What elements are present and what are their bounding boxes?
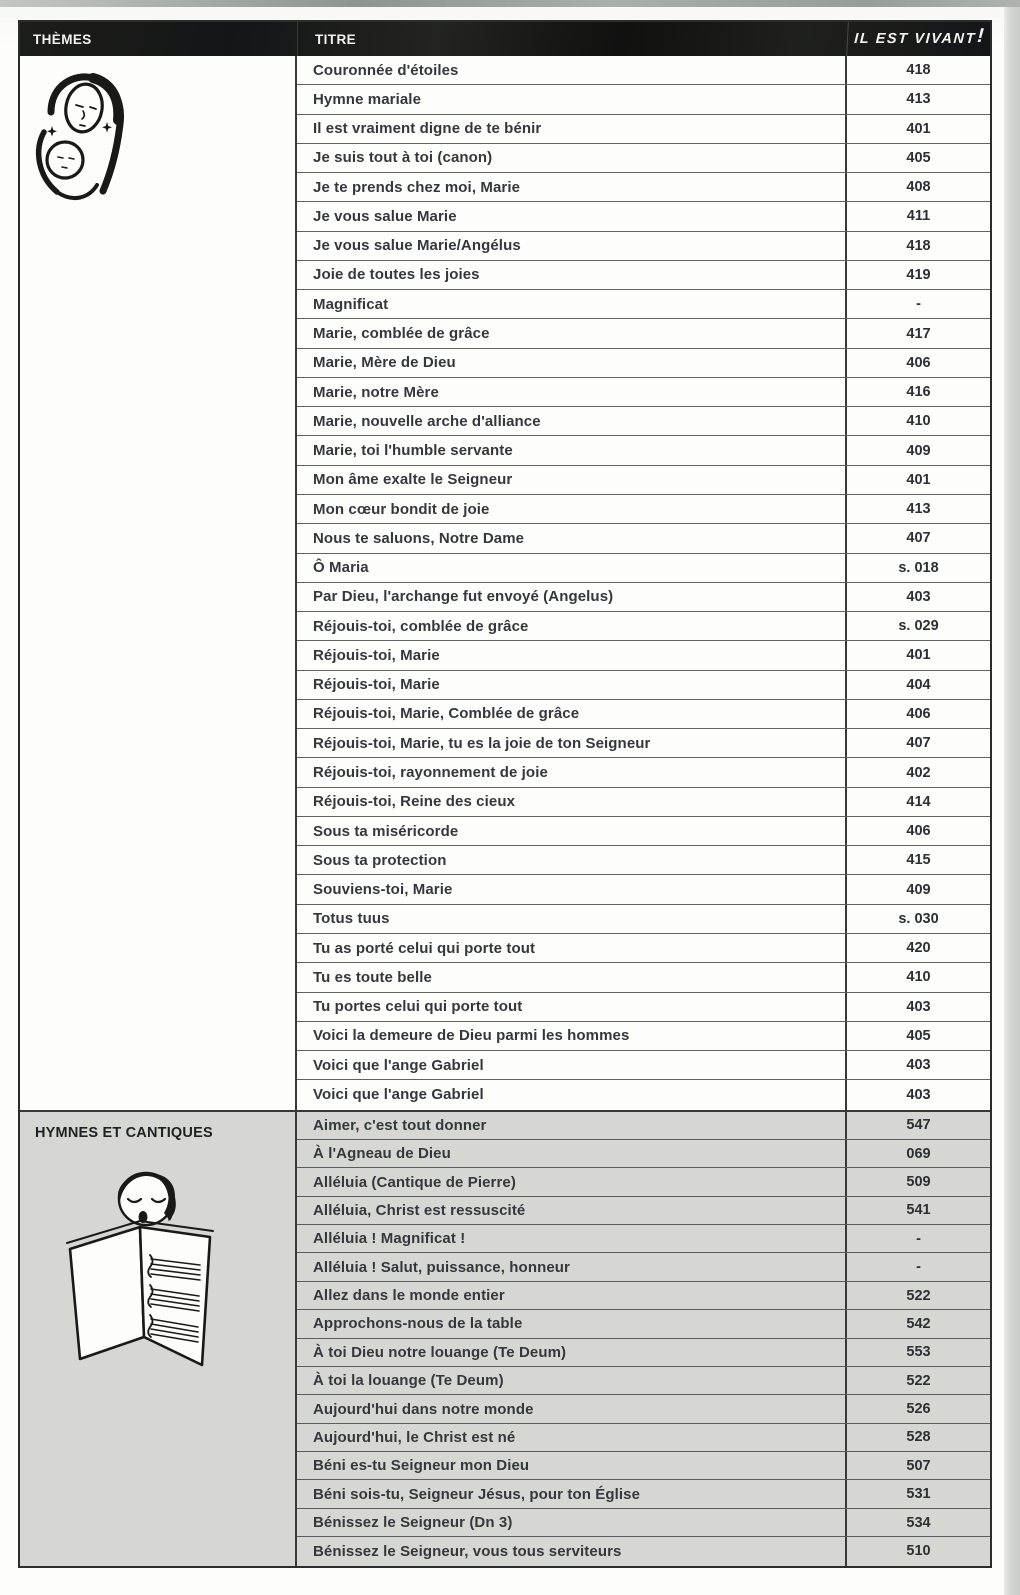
hymn-title: Voici la demeure de Dieu parmi les hommes (297, 1022, 847, 1050)
hymn-row (297, 1225, 990, 1253)
hymn-index-table (18, 20, 992, 1568)
hymn-number: 069 (906, 1145, 931, 1162)
hymn-number: 531 (906, 1486, 931, 1503)
hymn-row (297, 407, 990, 436)
hymn-rows-hymnes (297, 1112, 990, 1566)
hymn-number: 553 (906, 1344, 931, 1361)
hymn-title: Aujourd'hui dans notre monde (297, 1395, 847, 1422)
hymn-row (297, 963, 990, 992)
hymn-number: 547 (906, 1117, 931, 1134)
hymn-title: Voici que l'ange Gabriel (297, 1080, 847, 1109)
madonna-and-child-illustration (32, 70, 132, 202)
hymn-title: Tu as porté celui qui porte tout (297, 934, 847, 962)
hymn-row (297, 466, 990, 495)
hymn-number: 401 (906, 471, 931, 488)
hymn-title: Marie, toi l'humble servante (297, 436, 847, 464)
hymn-row (297, 1367, 990, 1395)
il-est-vivant-logo (846, 22, 991, 56)
hymn-number: - (916, 1259, 921, 1276)
hymn-number: 510 (906, 1543, 931, 1560)
hymn-row (297, 173, 990, 202)
section-label: HYMNES ET CANTIQUES (35, 1124, 213, 1141)
hymn-title: Marie, Mère de Dieu (297, 349, 847, 377)
hymn-number: 526 (906, 1401, 931, 1417)
hymn-number: 405 (906, 149, 931, 166)
hymn-row (297, 905, 990, 934)
hymn-row (297, 554, 990, 583)
hymn-title: Réjouis-toi, Marie, Comblée de grâce (297, 700, 847, 728)
hymn-number: s. 030 (898, 910, 939, 927)
hymn-title: Sous ta protection (297, 846, 847, 874)
hymn-title: Béni sois-tu, Seigneur Jésus, pour ton Église (297, 1480, 847, 1507)
hymn-title: Il est vraiment digne de te bénir (297, 115, 847, 143)
hymn-row (297, 1282, 990, 1310)
hymn-row (297, 671, 990, 700)
themes-cell-hymnes (20, 1112, 297, 1566)
hymn-number: - (916, 296, 921, 313)
hymn-row (297, 436, 990, 465)
hymn-row (297, 261, 990, 290)
hymn-row (297, 1480, 990, 1508)
hymn-title: Allez dans le monde entier (297, 1282, 847, 1309)
hymn-number: 420 (906, 940, 931, 957)
hymn-row (297, 1537, 990, 1565)
hymn-number: s. 029 (898, 618, 939, 635)
hymn-number: 416 (906, 384, 931, 401)
hymn-number: 509 (906, 1174, 931, 1190)
hymn-number: 414 (906, 793, 931, 810)
hymn-title: Alléluia (Cantique de Pierre) (297, 1168, 847, 1195)
hymn-number: 418 (906, 62, 931, 79)
hymn-title: Marie, notre Mère (297, 378, 847, 406)
hymn-row (297, 115, 990, 144)
hymn-number: 401 (906, 120, 931, 137)
hymn-row (297, 875, 990, 904)
singer-with-songbook-illustration (54, 1155, 229, 1370)
hymn-title: Bénissez le Seigneur (Dn 3) (297, 1509, 847, 1536)
hymn-row (297, 612, 990, 641)
hymn-title: Bénissez le Seigneur, vous tous serviteurs (297, 1537, 847, 1565)
hymn-number: 413 (906, 501, 931, 518)
hymn-title: À l'Agneau de Dieu (297, 1140, 847, 1167)
hymn-row (297, 495, 990, 524)
hymn-title: Tu portes celui qui porte tout (297, 993, 847, 1021)
hymn-number: 534 (906, 1514, 931, 1531)
hymn-row (297, 144, 990, 173)
hymn-number: 407 (906, 735, 931, 752)
hymn-row (297, 788, 990, 817)
hymn-number: 409 (906, 442, 931, 459)
hymn-title: Réjouis-toi, rayonnement de joie (297, 758, 847, 786)
themes-cell-marie (20, 56, 297, 1110)
hymn-row (297, 934, 990, 963)
hymn-title: À toi Dieu notre louange (Te Deum) (297, 1339, 847, 1366)
table-header-row (20, 22, 990, 56)
hymn-title: Totus tuus (297, 905, 847, 933)
hymn-row (297, 202, 990, 231)
hymn-row (297, 1339, 990, 1367)
hymn-number: 404 (906, 676, 931, 693)
hymn-number: 409 (906, 881, 931, 898)
section-hymnes-et-cantiques (20, 1110, 990, 1566)
hymn-title: Alléluia ! Salut, puissance, honneur (297, 1253, 847, 1280)
hymn-number: 406 (906, 823, 931, 840)
hymn-number: 406 (906, 705, 931, 722)
hymn-number: 407 (906, 530, 931, 547)
hymn-row (297, 85, 990, 114)
logo-text: IL EST VIVANT (853, 31, 977, 47)
hymn-title: Réjouis-toi, Marie (297, 671, 847, 699)
hymn-title: Aujourd'hui, le Christ est né (297, 1424, 847, 1451)
hymn-title: Couronnée d'étoiles (297, 56, 847, 84)
hymn-rows-marie (297, 56, 990, 1110)
hymn-row (297, 758, 990, 787)
hymn-number: 410 (906, 413, 931, 430)
hymn-row (297, 1253, 990, 1281)
hymn-title: Béni es-tu Seigneur mon Dieu (297, 1452, 847, 1479)
hymn-title: Approchons-nous de la table (297, 1310, 847, 1337)
hymn-title: Réjouis-toi, comblée de grâce (297, 612, 847, 640)
hymn-row (297, 846, 990, 875)
hymn-row (297, 1022, 990, 1051)
hymn-number: 403 (906, 998, 931, 1015)
hymn-title: Marie, nouvelle arche d'alliance (297, 407, 847, 435)
hymn-number: 411 (906, 208, 931, 225)
hymn-title: À toi la louange (Te Deum) (297, 1367, 847, 1394)
hymn-number: 542 (906, 1315, 931, 1332)
col-header-titre: TITRE (297, 22, 847, 56)
hymn-title: Magnificat (297, 290, 847, 318)
hymn-title: Je vous salue Marie (297, 202, 847, 230)
section-marie (20, 56, 990, 1110)
hymn-number: 419 (906, 266, 931, 283)
hymn-number: 522 (906, 1372, 931, 1389)
hymn-number: 418 (906, 237, 931, 254)
hymn-title: Je vous salue Marie/Angélus (297, 232, 847, 260)
hymn-row (297, 583, 990, 612)
logo-exclamation: ! (976, 24, 985, 47)
hymn-number: 541 (906, 1202, 931, 1219)
hymn-title: Réjouis-toi, Reine des cieux (297, 788, 847, 816)
hymn-number: - (916, 1230, 921, 1247)
hymn-number: 408 (906, 179, 931, 196)
hymn-row (297, 56, 990, 85)
hymn-row (297, 729, 990, 758)
hymn-title: Mon cœur bondit de joie (297, 495, 847, 523)
hymn-row (297, 319, 990, 348)
hymn-row (297, 1395, 990, 1423)
hymn-row (297, 817, 990, 846)
hymn-title: Par Dieu, l'archange fut envoyé (Angelus) (297, 583, 847, 611)
hymn-number: 417 (906, 325, 931, 342)
hymn-title: Voici que l'ange Gabriel (297, 1051, 847, 1079)
hymn-row (297, 1112, 990, 1140)
hymn-row (297, 1080, 990, 1109)
hymn-title: Alléluia, Christ est ressuscité (297, 1197, 847, 1224)
hymn-number: 406 (906, 354, 931, 371)
hymn-title: Je te prends chez moi, Marie (297, 173, 847, 201)
hymn-number: 403 (906, 1057, 931, 1074)
hymn-title: Nous te saluons, Notre Dame (297, 524, 847, 552)
hymn-number: 403 (906, 1086, 931, 1103)
hymn-row (297, 1140, 990, 1168)
hymn-row (297, 1168, 990, 1196)
hymn-row (297, 1051, 990, 1080)
hymn-row (297, 1197, 990, 1225)
hymn-number: 507 (906, 1457, 931, 1474)
col-header-themes: THÈMES (33, 31, 92, 47)
hymn-title: Marie, comblée de grâce (297, 319, 847, 347)
hymn-number: 528 (906, 1429, 931, 1446)
hymn-number: 402 (906, 764, 931, 781)
hymn-title: Souviens-toi, Marie (297, 875, 847, 903)
scan-edge-top (0, 0, 1020, 7)
hymn-number: 413 (906, 91, 931, 108)
hymn-title: Tu es toute belle (297, 963, 847, 991)
hymn-number: 401 (906, 647, 931, 664)
hymn-number: 405 (906, 1027, 931, 1044)
hymn-row (297, 1509, 990, 1537)
hymn-row (297, 1310, 990, 1338)
hymn-row (297, 378, 990, 407)
hymn-title: Aimer, c'est tout donner (297, 1112, 847, 1139)
hymn-title: Sous ta miséricorde (297, 817, 847, 845)
hymn-title: Mon âme exalte le Seigneur (297, 466, 847, 494)
hymn-row (297, 1424, 990, 1452)
hymn-title: Hymne mariale (297, 85, 847, 113)
hymn-row (297, 1452, 990, 1480)
hymn-title: Je suis tout à toi (canon) (297, 144, 847, 172)
hymn-title: Ô Maria (297, 554, 847, 582)
hymn-number: 403 (906, 588, 931, 605)
hymn-title: Réjouis-toi, Marie (297, 641, 847, 669)
hymn-title: Alléluia ! Magnificat ! (297, 1225, 847, 1252)
scan-edge-right (1004, 7, 1020, 1595)
hymn-row (297, 524, 990, 553)
hymn-title: Réjouis-toi, Marie, tu es la joie de ton Seigneur (297, 729, 847, 757)
hymn-number: 410 (906, 969, 931, 986)
hymn-row (297, 349, 990, 378)
hymn-row (297, 700, 990, 729)
hymn-row (297, 641, 990, 670)
hymn-row (297, 290, 990, 319)
hymn-number: s. 018 (898, 559, 939, 576)
hymn-row (297, 993, 990, 1022)
hymn-number: 522 (906, 1287, 931, 1304)
hymn-row (297, 232, 990, 261)
hymn-title: Joie de toutes les joies (297, 261, 847, 289)
hymn-number: 415 (906, 852, 931, 869)
